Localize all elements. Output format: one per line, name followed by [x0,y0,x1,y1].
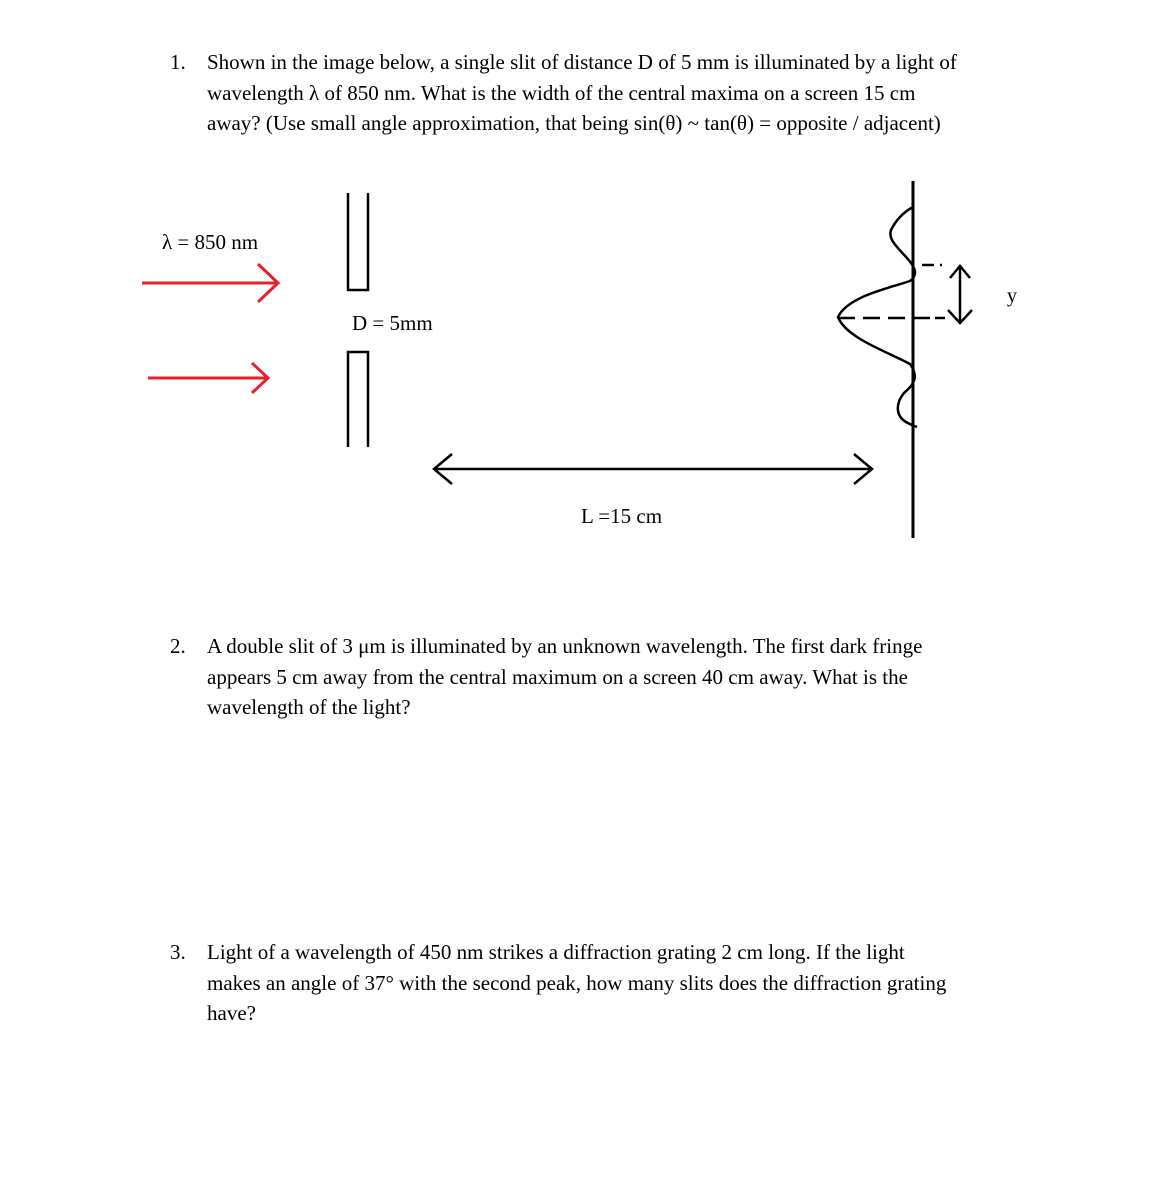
question-number: 2. [170,634,186,658]
slit-upper-wall [348,193,368,290]
question-3 [170,937,1050,1029]
intensity-pattern [838,207,945,427]
question-line: Shown in the image below, a single slit of distance D of 5 mm is illuminated by a light of [207,50,957,74]
question-text [207,631,1050,723]
question-2 [170,631,1050,723]
slit-lower-wall [348,352,368,447]
distance-arrow [434,454,872,484]
question-number: 3. [170,940,186,964]
question-line: have? [207,1001,256,1025]
wavelength-label: λ = 850 nm [162,230,259,254]
question-line: wavelength of the light? [207,695,411,719]
question-number: 1. [170,50,186,74]
incident-light-arrows [142,264,278,393]
slit-width-label: D = 5mm [352,311,433,335]
question-line: Light of a wavelength of 450 nm strikes a diffraction grating 2 cm long. If the light [207,940,905,964]
question-text [207,937,1050,1029]
distance-label: L =15 cm [581,504,663,528]
y-label: y [1007,285,1017,307]
question-line: makes an angle of 37° with the second peak, how many slits does the diffraction grating [207,970,947,995]
question-line: away? (Use small angle approximation, that being sin(θ) ~ tan(θ) = opposite / adjacent) [207,111,941,135]
question-line: A double slit of 3 μm is illuminated by an unknown wavelength. The first dark fringe [207,634,923,658]
y-measure-arrow [948,266,972,323]
question-line: appears 5 cm away from the central maximum on a screen 40 cm away. What is the [207,664,908,689]
question-line: wavelength λ of 850 nm. What is the width of the central maxima on a screen 15 cm [207,80,916,105]
